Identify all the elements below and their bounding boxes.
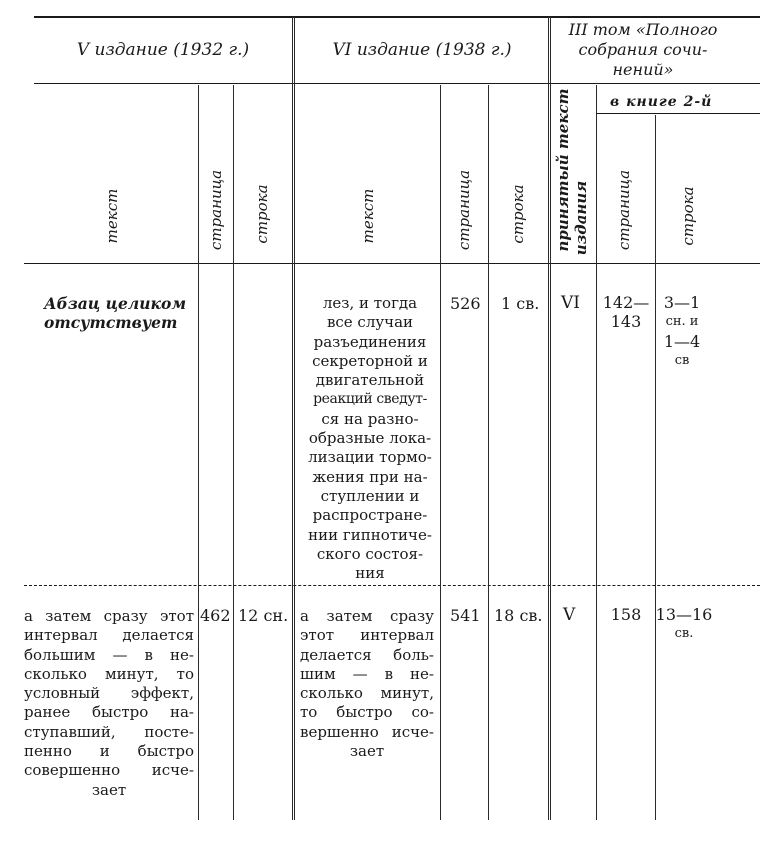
group-header-rule xyxy=(34,83,760,84)
row1-vi-text-line: распростране- xyxy=(312,506,428,525)
row2-v-text-line: интервал делается xyxy=(24,626,194,645)
row1-vi-text-line: ния xyxy=(355,564,385,583)
row2-v-text xyxy=(24,607,194,800)
row2-vi-text-line: этот интервал xyxy=(300,626,434,645)
row1-iii-page-line: 143 xyxy=(610,312,642,332)
row2-iii-line xyxy=(654,605,714,644)
col-rule xyxy=(596,85,597,820)
col-header-line: строка xyxy=(253,184,271,244)
row1-v-text xyxy=(44,294,194,333)
row2-v-text-line: а затем сразу этот xyxy=(24,607,194,625)
row2-vi-text xyxy=(300,607,434,761)
row1-v-text-line: Абзац целиком xyxy=(44,294,187,313)
row1-vi-text-line: все случаи xyxy=(326,313,414,332)
row2-iii-line-line: св. xyxy=(674,626,694,642)
group-header-iii-line: собрания сочи- xyxy=(578,40,708,59)
col-header-text: текст xyxy=(359,188,377,244)
group-header-vi-edition: VI издание (1938 г.) xyxy=(332,40,512,60)
row2-vi-line: 18 св. xyxy=(494,606,543,625)
row1-vi-page: 526 xyxy=(450,294,481,313)
row2-vi-text-line: шим — в не- xyxy=(300,664,434,683)
row1-vi-text xyxy=(306,294,434,583)
row2-vi-text-line: зает xyxy=(349,742,385,761)
group-header-v-edition: V издание (1932 г.) xyxy=(76,40,250,60)
row2-v-text-line: ступавший, посте- xyxy=(24,722,194,741)
row-divider xyxy=(24,585,760,586)
col-header-page: страница xyxy=(207,169,225,251)
row1-vi-text-line: разъединения xyxy=(313,332,427,351)
row1-iii-line xyxy=(658,293,706,370)
row2-vi-text-line: вершенно исче- xyxy=(300,722,434,741)
row2-v-text-line: сколько минут, то xyxy=(24,664,194,683)
row1-vi-text-line: лез, и тогда xyxy=(322,294,418,312)
subgroup-rule xyxy=(597,113,760,114)
row1-accepted: VI xyxy=(561,293,580,313)
col-rule xyxy=(198,85,199,820)
row1-vi-text-line: двигательной xyxy=(315,371,425,390)
group-header-iii-line: III том «Полного xyxy=(568,20,718,39)
row2-iii-page-line: 158 xyxy=(610,605,642,624)
row1-vi-line: 1 св. xyxy=(501,294,540,313)
column-header-rule xyxy=(24,263,760,264)
row1-iii-page xyxy=(598,293,654,332)
row1-iii-line-line: сн. и xyxy=(665,314,699,330)
row2-v-text-line: пенно и быстро xyxy=(24,742,194,761)
row1-v-text-line: отсутствует xyxy=(44,313,178,333)
row2-vi-text-line: то быстро со- xyxy=(300,703,434,722)
col-rule xyxy=(488,85,489,820)
col-header-line: строка xyxy=(509,184,527,244)
row2-v-text-line: зает xyxy=(91,780,127,799)
row2-vi-text-line: сколько минут, xyxy=(300,684,434,703)
section-rule xyxy=(292,16,295,820)
row1-iii-line-line: св xyxy=(674,352,690,368)
subgroup-header-book: в книге 2-й xyxy=(610,94,713,110)
col-header-accepted-2: издания xyxy=(572,180,590,256)
row2-vi-text-line: делается боль- xyxy=(300,645,434,664)
group-header-iii-line: нений» xyxy=(612,60,674,79)
row1-vi-text-line: ся на разно- xyxy=(321,409,419,428)
row2-v-text-line: условный эффект, xyxy=(24,684,194,703)
col-header-page: страница xyxy=(615,169,633,251)
col-header-line: строка xyxy=(679,186,697,246)
row2-accepted: V xyxy=(563,605,576,625)
group-header-iii-volume xyxy=(553,20,733,80)
row2-v-text-line: ранее быстро на- xyxy=(24,703,194,722)
row2-iii-line-line: 13—16 xyxy=(655,605,713,624)
col-rule xyxy=(233,85,234,820)
row1-vi-text-line: секреторной и xyxy=(312,351,428,370)
col-rule xyxy=(655,115,656,820)
row1-vi-text-line: реакций сведут- xyxy=(313,391,427,408)
row2-iii-page xyxy=(598,605,654,624)
row2-v-line: 12 сн. xyxy=(238,606,289,625)
row2-v-text-line: совершенно исче- xyxy=(24,761,194,780)
col-header-text: текст xyxy=(103,188,121,244)
row1-vi-text-line: лизации тормо- xyxy=(308,448,432,467)
row1-vi-text-line: нии гипнотиче- xyxy=(308,525,432,544)
col-rule xyxy=(440,85,441,820)
top-rule xyxy=(34,16,760,18)
row2-v-text-line: большим — в не- xyxy=(24,645,194,664)
row1-vi-text-line: жения при на- xyxy=(312,467,428,486)
row2-vi-text-line: а затем сразу xyxy=(300,607,434,625)
col-header-accepted-1: принятый текст xyxy=(554,88,572,252)
row1-iii-line-line: 3—1 xyxy=(663,293,701,312)
row1-vi-text-line: ступлении и xyxy=(320,486,420,505)
row2-v-page: 462 xyxy=(200,606,231,625)
row1-iii-line-line: 1—4 xyxy=(663,331,701,351)
row2-vi-page: 541 xyxy=(450,606,481,625)
row1-iii-page-line: 142— xyxy=(602,293,650,312)
row1-vi-text-line: образные лока- xyxy=(308,429,432,448)
row1-vi-text-line: ского состоя- xyxy=(316,544,424,563)
col-header-page: страница xyxy=(455,169,473,251)
section-rule xyxy=(548,16,551,820)
